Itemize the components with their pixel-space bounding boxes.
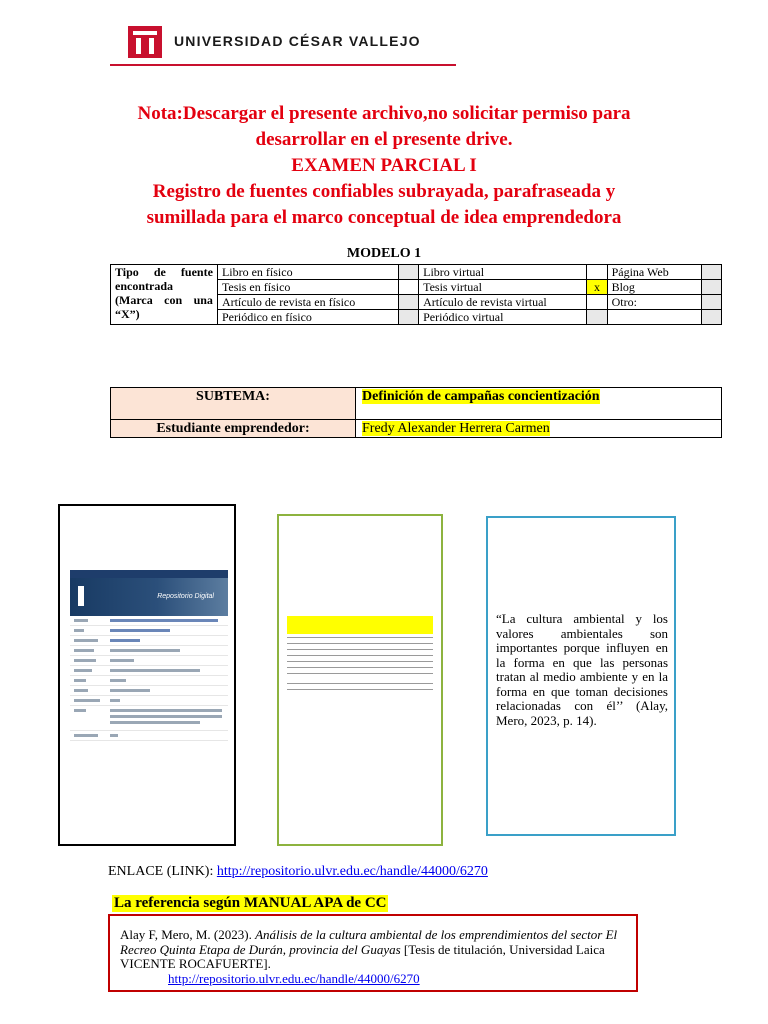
repo-navbar	[70, 570, 228, 578]
repo-row	[70, 616, 228, 626]
source-checkbox[interactable]	[701, 280, 721, 295]
subtopic-table	[110, 387, 722, 438]
repo-row	[70, 686, 228, 696]
source-option: Tesis virtual	[419, 280, 587, 295]
body-text-block	[287, 635, 433, 675]
subtopic-value-cell	[356, 388, 722, 420]
thesis-excerpt	[287, 616, 433, 693]
repo-row	[70, 666, 228, 676]
repository-screenshot-frame	[58, 504, 236, 846]
source-option	[607, 310, 701, 325]
task-title-line-1: Registro de fuentes confiables subrayada, parafraseada y	[152, 181, 616, 202]
header-divider	[110, 64, 456, 66]
source-option: Artículo de revista virtual	[419, 295, 587, 310]
repo-row	[70, 626, 228, 636]
source-checkbox[interactable]	[701, 265, 721, 280]
institution-name: UNIVERSIDAD CÉSAR VALLEJO	[174, 33, 421, 49]
student-label: Estudiante emprendedor:	[111, 420, 356, 438]
source-checkbox[interactable]	[399, 295, 419, 310]
reference-authors: Alay F, Mero, M. (2023).	[120, 927, 256, 942]
repository-screenshot	[70, 570, 228, 770]
source-checkbox[interactable]	[701, 295, 721, 310]
source-checkbox[interactable]	[399, 310, 419, 325]
paraphrased-quote: “La cultura ambiental y los valores ambientales son importantes porque influyen en la forma en que las personas tratan al medio ambiente y en la forma en que toman decisiones relacionadas con él’’ (Alay, Mero, 2023, p. 14).	[496, 611, 668, 728]
reference-details: [Tesis de titulación, Universidad Laica VICENTE ROCAFUERTE].	[120, 941, 605, 971]
source-checkbox-marked[interactable]: x	[587, 280, 607, 295]
repo-logo-icon	[78, 586, 84, 606]
task-title-line-2: sumillada para el marco conceptual de idea emprendedora	[146, 207, 622, 228]
repo-row	[70, 696, 228, 706]
repo-banner	[70, 578, 228, 616]
student-name: Fredy Alexander Herrera Carmen	[362, 420, 550, 436]
ucv-logo-icon	[128, 24, 162, 58]
highlighted-text-block	[287, 616, 433, 634]
source-option: Blog	[607, 280, 701, 295]
source-option: Periódico en físico	[217, 310, 398, 325]
repo-row	[70, 676, 228, 686]
source-type-table	[110, 264, 722, 325]
student-value-cell	[356, 420, 722, 438]
source-checkbox[interactable]	[587, 265, 607, 280]
repo-row	[70, 646, 228, 656]
source-option: Libro virtual	[419, 265, 587, 280]
reference-title: Análisis de la cultura ambiental de los emprendimientos del sector El Recreo Quinta Etapa de Durán, provincia del Guayas	[120, 927, 618, 957]
apa-reference	[120, 928, 626, 986]
model-title: MODELO 1	[346, 246, 422, 261]
source-option: Artículo de revista en físico	[217, 295, 398, 310]
source-checkbox[interactable]	[587, 295, 607, 310]
body-text-block	[287, 681, 433, 693]
repo-row	[70, 656, 228, 666]
subtopic-value: Definición de campañas concientización	[362, 389, 600, 404]
subtopic-label: SUBTEMA:	[111, 388, 356, 420]
link-line	[108, 864, 488, 880]
source-checkbox[interactable]	[399, 280, 419, 295]
reference-box	[108, 914, 638, 992]
note-line-2: desarrollar en el presente drive.	[255, 129, 513, 150]
link-label: ENLACE (LINK):	[108, 864, 217, 879]
thesis-excerpt-frame	[277, 514, 443, 846]
source-option: Página Web	[607, 265, 701, 280]
repo-row	[70, 706, 228, 731]
source-checkbox[interactable]	[399, 265, 419, 280]
source-option: Otro:	[607, 295, 701, 310]
reference-heading: La referencia según MANUAL APA de CC	[114, 895, 387, 911]
repo-row	[70, 636, 228, 646]
repo-banner-title: Repositorio Digital	[157, 593, 214, 600]
source-type-label: Tipo de fuente encontrada (Marca con una “X”)	[111, 265, 218, 325]
source-option: Libro en físico	[217, 265, 398, 280]
repository-link[interactable]: http://repositorio.ulvr.edu.ec/handle/44000/6270	[216, 864, 488, 879]
note-line-1: Nota:Descargar el presente archivo,no solicitar permiso para	[137, 103, 631, 124]
source-checkbox[interactable]	[701, 310, 721, 325]
source-option: Tesis en físico	[217, 280, 398, 295]
source-option: Periódico virtual	[419, 310, 587, 325]
reference-link[interactable]: http://repositorio.ulvr.edu.ec/handle/44000/6270	[168, 970, 420, 986]
repo-row	[70, 731, 228, 741]
exam-title: EXAMEN PARCIAL I	[291, 155, 477, 176]
source-checkbox[interactable]	[587, 310, 607, 325]
